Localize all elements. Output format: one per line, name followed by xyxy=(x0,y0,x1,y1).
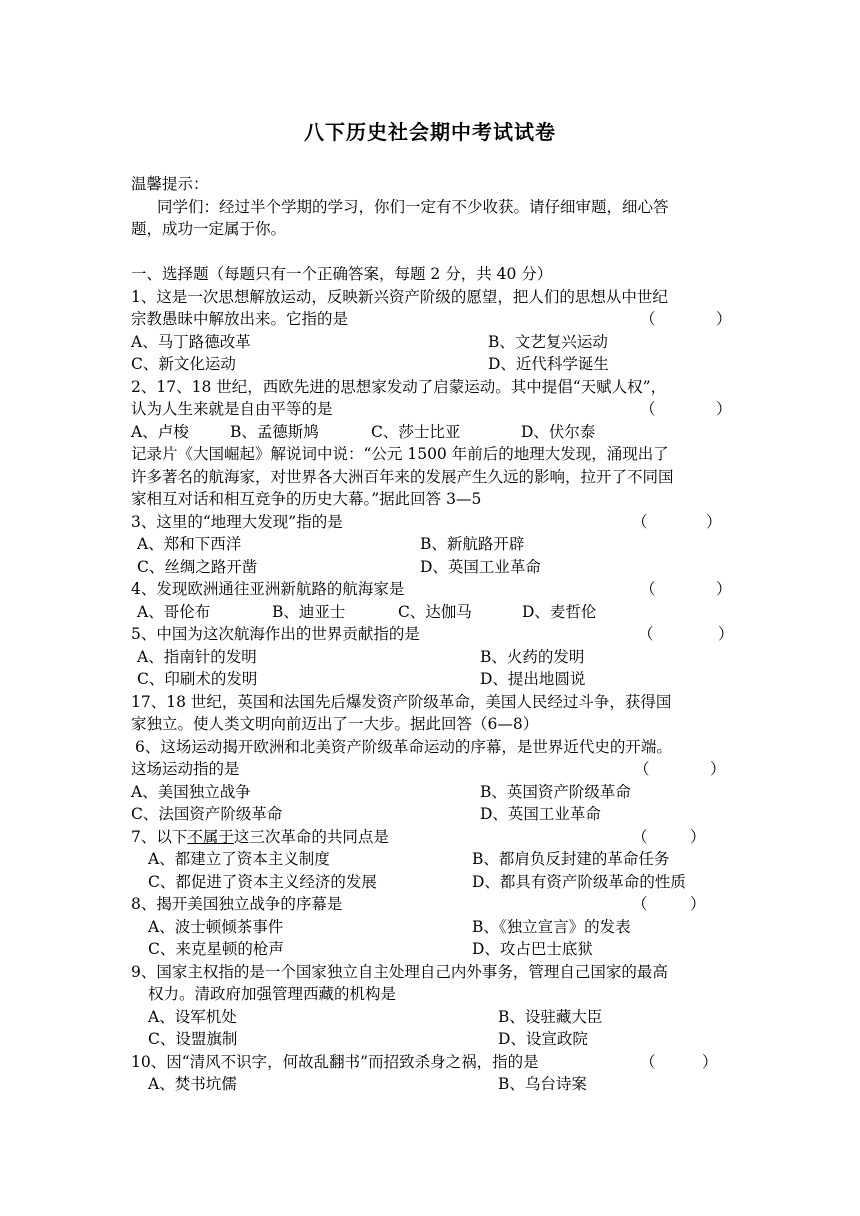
option-a: A、指南针的发明 xyxy=(137,648,257,666)
answer-paren-close: ） xyxy=(716,310,732,328)
option-d: D、英国工业革命 xyxy=(480,805,601,823)
option-b: B、迪亚士 xyxy=(272,603,346,621)
answer-paren-open: （ xyxy=(638,625,654,643)
question-6-line-2: 这场运动指的是 xyxy=(131,760,240,778)
question-10: 10、因“清风不识字，何故乱翻书”而招致杀身之祸，指的是 xyxy=(131,1053,539,1071)
option-b: B、文艺复兴运动 xyxy=(488,333,608,351)
material-line-3: 家相互对话和相互竞争的历史大幕。”据此回答 3—5 xyxy=(131,490,482,508)
option-c: C、都促进了资本主义经济的发展 xyxy=(148,873,377,891)
option-c: C、新文化运动 xyxy=(131,355,236,373)
option-a: A、哥伦布 xyxy=(137,603,211,621)
question-1-line-1: 1、这是一次思想解放运动，反映新兴资产阶级的愿望，把人们的思想从中世纪 xyxy=(131,288,668,306)
question-1-line-2: 宗教愚昧中解放出来。它指的是 xyxy=(131,310,349,328)
section-heading: 一、选择题（每题只有一个正确答案，每题 2 分，共 40 分） xyxy=(131,265,553,283)
option-d: D、伏尔泰 xyxy=(521,423,596,441)
tip-label: 温馨提示： xyxy=(131,175,209,193)
question-7-prefix: 7、以下 xyxy=(131,828,188,846)
page-title: 八下历史社会期中考试试卷 xyxy=(304,120,556,144)
option-b: B、乌台诗案 xyxy=(498,1075,587,1093)
answer-paren-close: ） xyxy=(718,625,734,643)
answer-paren-close: ） xyxy=(716,400,732,418)
question-9-line-1: 9、国家主权指的是一个国家独立自主处理自己内外事务，管理自己国家的最高 xyxy=(131,963,668,981)
answer-paren-close: ） xyxy=(716,580,732,598)
option-d: D、都具有资产阶级革命的性质 xyxy=(472,873,686,891)
material-line-1: 记录片《大国崛起》解说词中说：“公元 1500 年前后的地理大发现，涌现出了 xyxy=(131,445,669,463)
option-a: A、郑和下西洋 xyxy=(137,535,242,553)
option-b: B、设驻藏大臣 xyxy=(498,1008,603,1026)
question-7 xyxy=(131,826,389,848)
question-9-line-2: 权力。清政府加强管理西藏的机构是 xyxy=(148,985,397,1003)
option-d: D、设宣政院 xyxy=(498,1030,588,1048)
option-b: B、英国资产阶级革命 xyxy=(480,783,631,801)
answer-paren-open: （ xyxy=(632,895,648,913)
answer-paren-open: （ xyxy=(640,1053,656,1071)
question-5: 5、中国为这次航海作出的世界贡献指的是 xyxy=(131,625,420,643)
material-line-5: 家独立。使人类文明向前迈出了一大步。据此回答（6—8） xyxy=(131,715,539,733)
option-a: A、设军机处 xyxy=(148,1008,237,1026)
option-a: A、卢梭 xyxy=(131,423,189,441)
option-c: C、印刷术的发明 xyxy=(137,670,258,688)
option-b: B、《独立宣言》的发表 xyxy=(472,918,631,936)
option-b: B、火药的发明 xyxy=(480,648,585,666)
answer-paren-close: ） xyxy=(690,828,706,846)
tip-line-2: 题，成功一定属于你。 xyxy=(131,220,287,238)
answer-paren-close: ） xyxy=(710,760,726,778)
answer-paren-close: ） xyxy=(702,1053,718,1071)
answer-paren-open: （ xyxy=(640,310,656,328)
option-b: B、都肩负反封建的革命任务 xyxy=(472,850,670,868)
question-4: 4、发现欧洲通往亚洲新航路的航海家是 xyxy=(131,580,405,598)
option-c: C、莎士比亚 xyxy=(371,423,461,441)
question-3: 3、这里的“地理大发现”指的是 xyxy=(131,513,343,531)
option-b: B、新航路开辟 xyxy=(420,535,525,553)
option-d: D、近代科学诞生 xyxy=(488,355,609,373)
option-a: A、焚书坑儒 xyxy=(148,1075,237,1093)
material-line-2: 许多著名的航海家，对世界各大洲百年来的发展产生久远的影响，拉开了不同国 xyxy=(131,468,674,486)
answer-paren-open: （ xyxy=(632,828,648,846)
option-d: D、提出地圆说 xyxy=(480,670,586,688)
option-d: D、攻占巴士底狱 xyxy=(472,940,593,958)
option-c: C、丝绸之路开凿 xyxy=(137,558,258,576)
question-7-underlined: 不属于 xyxy=(187,828,234,846)
option-a: A、都建立了资本主义制度 xyxy=(148,850,330,868)
answer-paren-close: ） xyxy=(706,513,722,531)
option-a: A、马丁路德改革 xyxy=(131,333,251,351)
option-b: B、孟德斯鸠 xyxy=(230,423,319,441)
answer-paren-open: （ xyxy=(632,513,648,531)
question-7-suffix: 这三次革命的共同点是 xyxy=(233,828,389,846)
question-8: 8、揭开美国独立战争的序幕是 xyxy=(131,895,343,913)
option-d: D、麦哲伦 xyxy=(522,603,597,621)
answer-paren-open: （ xyxy=(640,400,656,418)
option-a: A、美国独立战争 xyxy=(131,783,251,801)
question-2-line-1: 2、17、18 世纪，西欧先进的思想家发动了启蒙运动。其中提倡“天赋人权”， xyxy=(131,378,667,396)
material-line-4: 17、18 世纪，英国和法国先后爆发资产阶级革命，美国人民经过斗争，获得国 xyxy=(131,693,672,711)
question-2-line-2: 认为人生来就是自由平等的是 xyxy=(131,400,333,418)
answer-paren-open: （ xyxy=(634,760,650,778)
question-6-line-1: 6、这场运动揭开欧洲和北美资产阶级革命运动的序幕，是世界近代史的开端。 xyxy=(135,738,672,756)
answer-paren-open: （ xyxy=(640,580,656,598)
option-d: D、英国工业革命 xyxy=(420,558,541,576)
answer-paren-close: ） xyxy=(690,895,706,913)
option-a: A、波士顿倾茶事件 xyxy=(148,918,284,936)
option-c: C、法国资产阶级革命 xyxy=(131,805,283,823)
tip-line-1: 同学们：经过半个学期的学习，你们一定有不少收获。请仔细审题，细心答 xyxy=(157,198,669,216)
option-c: C、设盟旗制 xyxy=(148,1030,238,1048)
option-c: C、达伽马 xyxy=(398,603,472,621)
option-c: C、来克星顿的枪声 xyxy=(148,940,284,958)
